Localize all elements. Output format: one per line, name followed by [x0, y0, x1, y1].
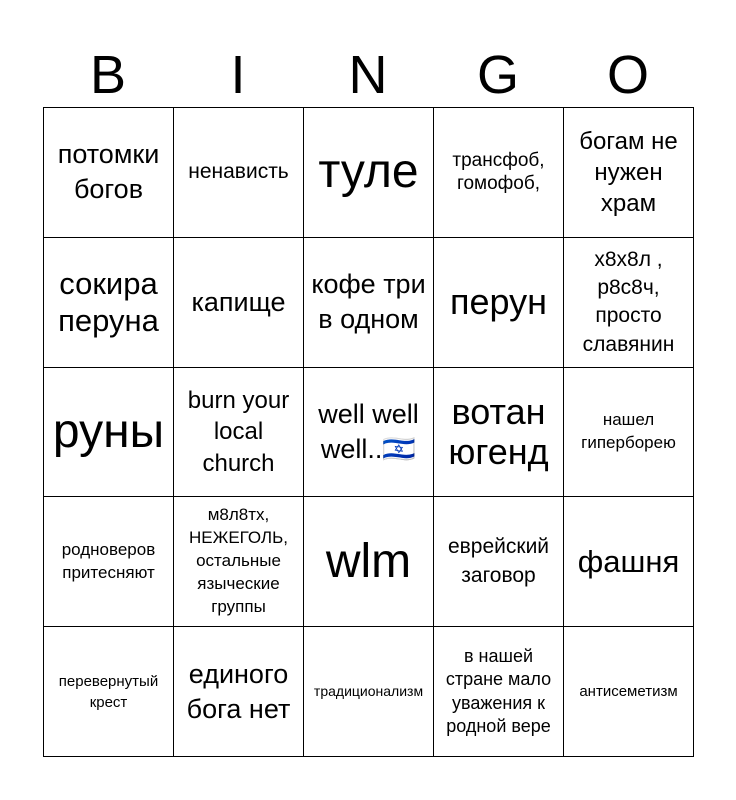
bingo-header: [43, 44, 693, 106]
header-letter-i: I: [230, 45, 246, 105]
cell-text: еврейский заговор: [447, 535, 550, 587]
bingo-cell[interactable]: [174, 238, 304, 368]
cell-text: перун: [449, 281, 547, 323]
cell-text: перевернутый крест: [58, 672, 159, 711]
bingo-grid: [43, 107, 694, 757]
cell-text: потомки богов: [57, 139, 160, 205]
header-letter-n: N: [348, 45, 388, 105]
bingo-cell[interactable]: [44, 238, 174, 368]
bingo-cell[interactable]: [174, 368, 304, 498]
bingo-cell[interactable]: [174, 108, 304, 238]
cell-text: туле: [318, 145, 419, 199]
bingo-cell[interactable]: [564, 627, 694, 757]
cell-text: м8л8тх, НЕЖЕГОЛЬ, остальные языческие группы: [189, 505, 288, 617]
cell-text: трансфоб, гомофоб,: [452, 149, 545, 195]
bingo-cell[interactable]: [304, 368, 434, 498]
bingo-cell[interactable]: [304, 238, 434, 368]
cell-text: кофе три в одном: [311, 269, 426, 335]
cell-text: традиционализм: [313, 683, 424, 700]
cell-text: богам не нужен храм: [579, 127, 678, 217]
cell-text: фашня: [577, 544, 680, 580]
bingo-cell[interactable]: [304, 108, 434, 238]
cell-text: вотан югенд: [448, 390, 549, 472]
bingo-cell[interactable]: [304, 497, 434, 627]
bingo-cell[interactable]: [174, 627, 304, 757]
cell-text: burn your local church: [187, 387, 290, 477]
cell-text: нашел гиперборею: [581, 410, 676, 452]
header-letter-o: O: [606, 45, 649, 105]
cell-text: единого бога нет: [186, 658, 291, 724]
bingo-cell[interactable]: [564, 238, 694, 368]
cell-text: well well well..🇮🇱: [318, 398, 419, 464]
cell-text: ненависть: [188, 160, 289, 184]
header-letter-b: B: [89, 45, 127, 105]
cell-text: руны: [52, 404, 165, 458]
cell-text: сокира перуна: [58, 266, 159, 339]
header-letter-g: G: [476, 45, 519, 105]
bingo-cell[interactable]: [564, 497, 694, 627]
cell-text: х8х8л , р8с8ч, просто славянин: [582, 247, 675, 356]
cell-text: wlm: [325, 534, 412, 588]
bingo-cell[interactable]: [434, 238, 564, 368]
cell-text: антисеметизм: [579, 683, 678, 701]
bingo-cell[interactable]: [434, 368, 564, 498]
cell-text: родноверов притесняют: [61, 539, 156, 582]
bingo-cell[interactable]: [304, 627, 434, 757]
cell-text: в нашей стране мало уважения к родной вере: [445, 645, 552, 736]
bingo-cell[interactable]: [44, 368, 174, 498]
bingo-cell[interactable]: [564, 108, 694, 238]
bingo-cell[interactable]: [44, 627, 174, 757]
cell-text: капище: [191, 286, 286, 317]
bingo-cell[interactable]: [174, 497, 304, 627]
bingo-cell[interactable]: [434, 627, 564, 757]
bingo-cell[interactable]: [434, 497, 564, 627]
bingo-cell[interactable]: [44, 108, 174, 238]
bingo-cell[interactable]: [564, 368, 694, 498]
bingo-cell[interactable]: [44, 497, 174, 627]
bingo-cell[interactable]: [434, 108, 564, 238]
